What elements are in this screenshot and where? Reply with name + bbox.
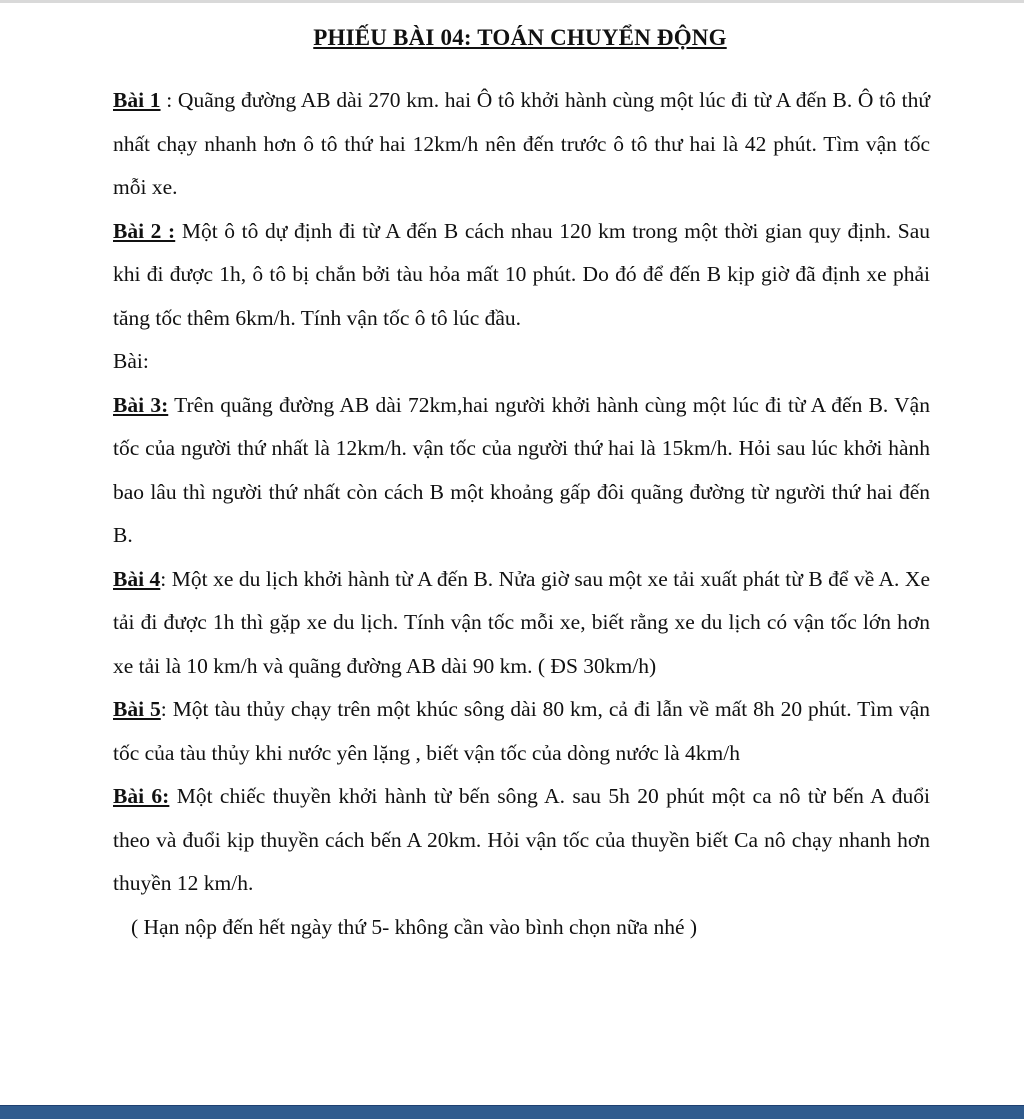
problem-separator xyxy=(175,219,182,243)
problem-separator: : xyxy=(160,88,178,112)
problem-3 xyxy=(113,384,930,558)
problem-label: Bài 6: xyxy=(113,784,170,808)
problem-text: Một chiếc thuyền khởi hành từ bến sông A. sau 5h 20 phút một ca nô từ bến A đuổi theo và đuổi kịp thuyền cách bến A 20km. Hỏi vận tốc của thuyền biết Ca nô chạy nhanh hơn thuyền 12 km/h. xyxy=(113,784,930,895)
problem-text: Một xe du lịch khởi hành từ A đến B. Nửa giờ sau một xe tải xuất phát từ B để về A. Xe tải đi được 1h thì gặp xe du lịch. Tính vận tốc mỗi xe, biết rằng xe du lịch có vận tốc lớn hơn xe tải là 10 km/h và quãng đường AB dài 90 km. ( ĐS 30km/h) xyxy=(113,566,930,678)
document-page xyxy=(0,3,1024,1106)
bottom-bar xyxy=(0,1105,1024,1119)
problem-empty xyxy=(113,340,930,384)
problem-6 xyxy=(113,775,930,906)
problem-text: Trên quãng đường AB dài 72km,hai người khởi hành cùng một lúc đi từ A đến B. Vận tốc của người thứ nhất là 12km/h. vận tốc của người thứ hai là 15km/h. Hỏi sau lúc khởi hành bao lâu thì người thứ nhất còn cách B một khoảng gấp đôi quãng đường từ người thứ hai đến B. xyxy=(113,392,930,547)
problem-4 xyxy=(113,558,930,689)
problem-separator xyxy=(169,784,176,808)
problem-1 xyxy=(113,79,930,210)
problem-text: Quãng đường AB dài 270 km. hai Ô tô khởi hành cùng một lúc đi từ A đến B. Ô tô thứ nhất chạy nhanh hơn ô tô thứ hai 12km/h nên đến trước ô tô thư hai là 42 phút. Tìm vận tốc mỗi xe. xyxy=(113,88,930,199)
problem-label: Bài 3: xyxy=(113,392,169,417)
problem-label: Bài 2 : xyxy=(113,218,176,243)
document-title: PHIẾU BÀI 04: TOÁN CHUYỂN ĐỘNG xyxy=(313,25,727,50)
document-body xyxy=(113,79,930,949)
problem-label: Bài 5 xyxy=(113,697,161,721)
problem-separator: : xyxy=(160,566,172,591)
problem-text: Bài: xyxy=(113,349,149,373)
problem-label: Bài 1 xyxy=(113,88,161,112)
problem-label: Bài 4 xyxy=(113,566,161,591)
problem-5 xyxy=(113,688,930,775)
problem-2 xyxy=(113,210,930,341)
problem-separator: : xyxy=(160,697,173,721)
deadline-note: ( Hạn nộp đến hết ngày thứ 5- không cần vào bình chọn nữa nhé ) xyxy=(131,914,698,939)
problem-text: Một ô tô dự định đi từ A đến B cách nhau 120 km trong một thời gian quy định. Sau khi đi được 1h, ô tô bị chắn bởi tàu hỏa mất 10 phút. Do đó để đến B kịp giờ đã định xe phải tăng tốc thêm 6km/h. Tính vận tốc ô tô lúc đầu. xyxy=(113,218,930,330)
problem-text: Một tàu thủy chạy trên một khúc sông dài 80 km, cả đi lẫn về mất 8h 20 phút. Tìm vận tốc của tàu thủy khi nước yên lặng , biết vận tốc của dòng nước là 4km/h xyxy=(113,697,930,765)
